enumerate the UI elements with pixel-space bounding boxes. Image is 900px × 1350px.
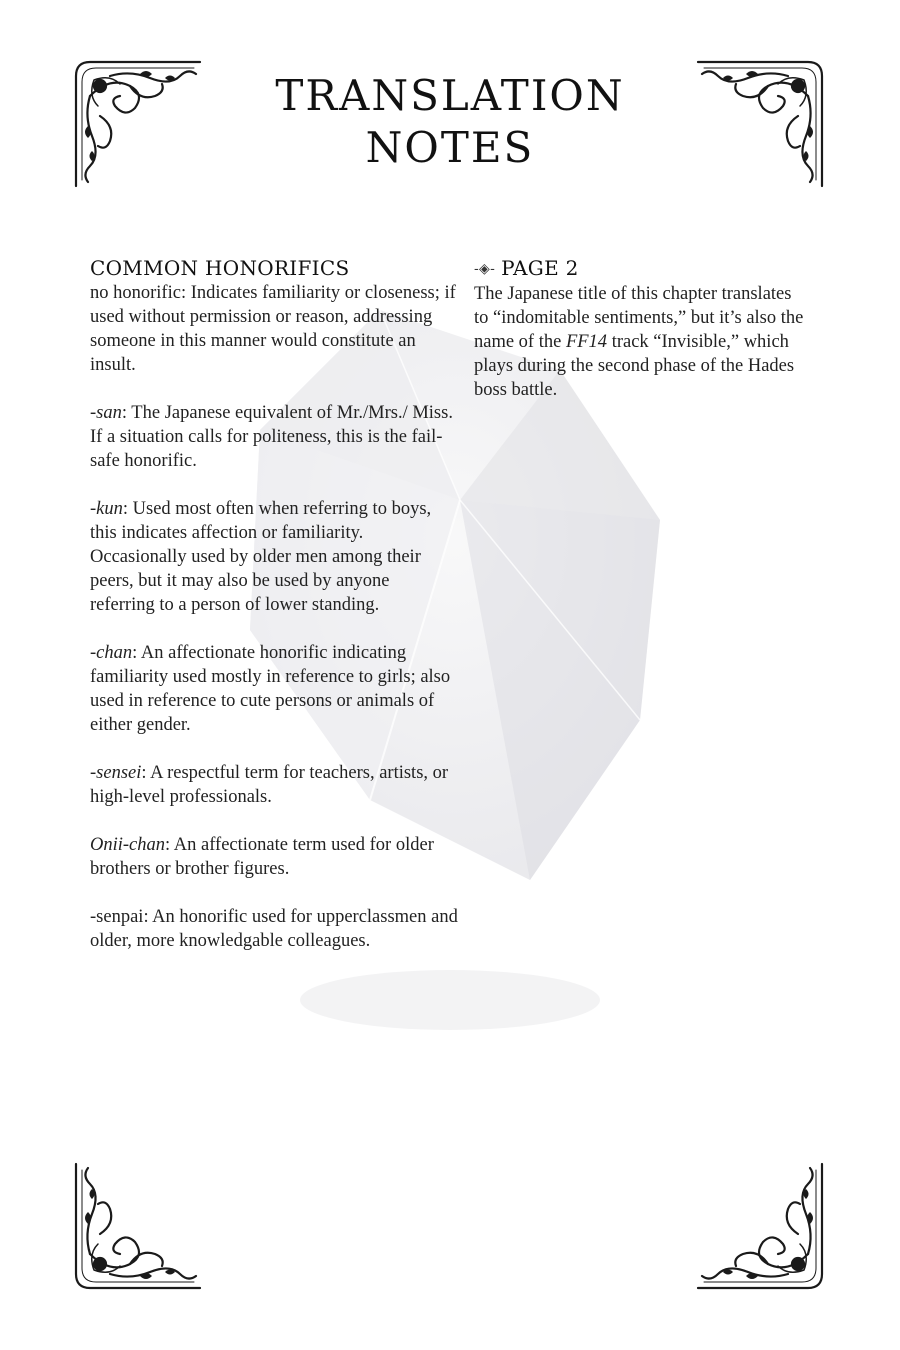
ornamental-corner-flourish-icon (692, 1158, 828, 1294)
page-note-text-after: track “Invisible,” which plays during the second phase of the Hades boss battle. (474, 332, 795, 400)
ornamental-corner-flourish-icon (70, 56, 206, 192)
honorific-term: -sensei (90, 763, 142, 783)
page-note-text-before: The Japanese title of this chapter translates to “indomitable sentiments,” but it’s also the name of the (474, 284, 804, 352)
honorific-term: Onii-chan (90, 835, 166, 855)
honorific-term: -senpai (90, 907, 144, 927)
honorific-definition: : An honorific used for upperclassmen and older, more knowledgable colleagues. (90, 907, 458, 951)
honorific-definition: : Indicates familiarity or closeness; if used without permission or reason, addressing someone in this manner would constitute an insult. (90, 283, 456, 375)
page-note-column (474, 255, 810, 402)
page-note-heading (474, 255, 810, 282)
page-title (200, 70, 700, 174)
honorific-term: -san (90, 403, 122, 423)
honorific-definition: : The Japanese equivalent of Mr./Mrs./ Miss. If a situation calls for politeness, this is the fail-safe honorific. (90, 403, 453, 471)
honorifics-heading: COMMON HONORIFICS (90, 256, 350, 280)
honorific-term: -kun (90, 499, 123, 519)
page-note-heading-label: PAGE 2 (501, 256, 579, 280)
honorific-entry (90, 401, 458, 473)
honorific-entry (90, 905, 458, 953)
diamond-compass-icon: -◈- (474, 261, 496, 277)
honorific-entry (90, 833, 458, 881)
honorific-entry (90, 281, 458, 377)
honorific-entry (90, 497, 458, 617)
honorific-entry (90, 641, 458, 737)
honorific-definition: : An affectionate honorific indicating familiarity used mostly in reference to girls; also used in reference to cute persons or animals of either gender. (90, 643, 451, 735)
honorific-definition: : An affectionate term used for older brothers or brother figures. (90, 835, 434, 879)
honorific-definition: : A respectful term for teachers, artists, or high-level professionals. (90, 763, 449, 807)
page-note-text-italic: FF14 (565, 332, 608, 352)
page-note-text (474, 282, 810, 402)
ornamental-corner-flourish-icon (70, 1158, 206, 1294)
honorific-term: -chan (90, 643, 133, 663)
honorific-term: no honorific (90, 283, 181, 303)
honorific-entry (90, 761, 458, 809)
honorifics-column (90, 255, 458, 977)
page-title-line-2: NOTES (365, 123, 535, 172)
honorific-definition: : Used most often when referring to boys, this indicates affection or familiarity. Occasionally used by older men among their peers, but it may also be used by anyone referring to a person of lower standing. (90, 499, 432, 615)
ornamental-corner-flourish-icon (692, 56, 828, 192)
page-title-line-1: TRANSLATION (275, 71, 625, 120)
